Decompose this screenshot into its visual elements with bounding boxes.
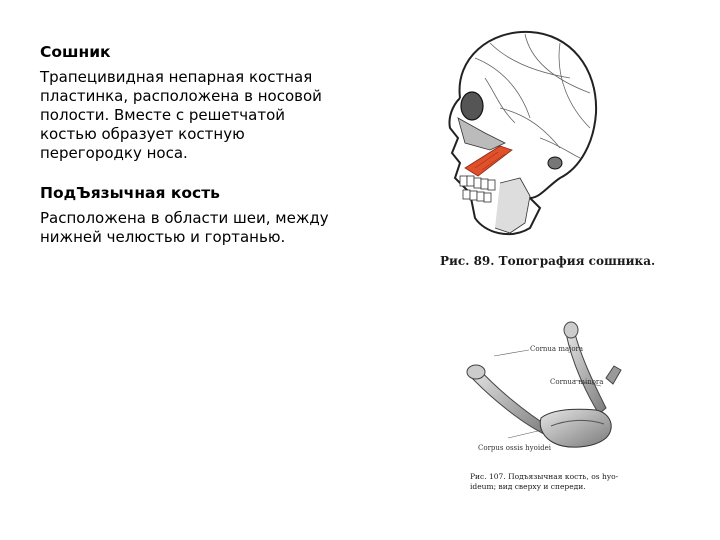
figure-caption-vomer: Рис. 89. Топография сошника. <box>440 254 656 268</box>
label-cornu-majus: Cornua majora <box>530 345 584 353</box>
figure-caption-hyoid: Рис. 107. Подъязычная кость, os hyo-ideum; вид сверху и спереди. <box>470 472 619 491</box>
hyoid-description: Расположена в области шеи, между нижней челюстью и гортанью. <box>40 209 329 246</box>
vomer-heading: Сошник <box>40 43 111 61</box>
vomer-description: Трапецивидная непарная костная пластинка, расположена в носовой полости. Вместе с решетчатой костью образует костную перегородку носа. <box>40 68 322 162</box>
vomer-section <box>40 42 340 163</box>
vomer-highlight <box>465 146 512 176</box>
skull-illustration <box>430 18 600 246</box>
label-cornu-minus: Cornua minora <box>550 378 604 386</box>
label-corpus: Corpus ossis hyoidei <box>478 444 551 452</box>
hyoid-section <box>40 183 340 247</box>
hyoid-heading: ПодЪязычная кость <box>40 184 220 202</box>
